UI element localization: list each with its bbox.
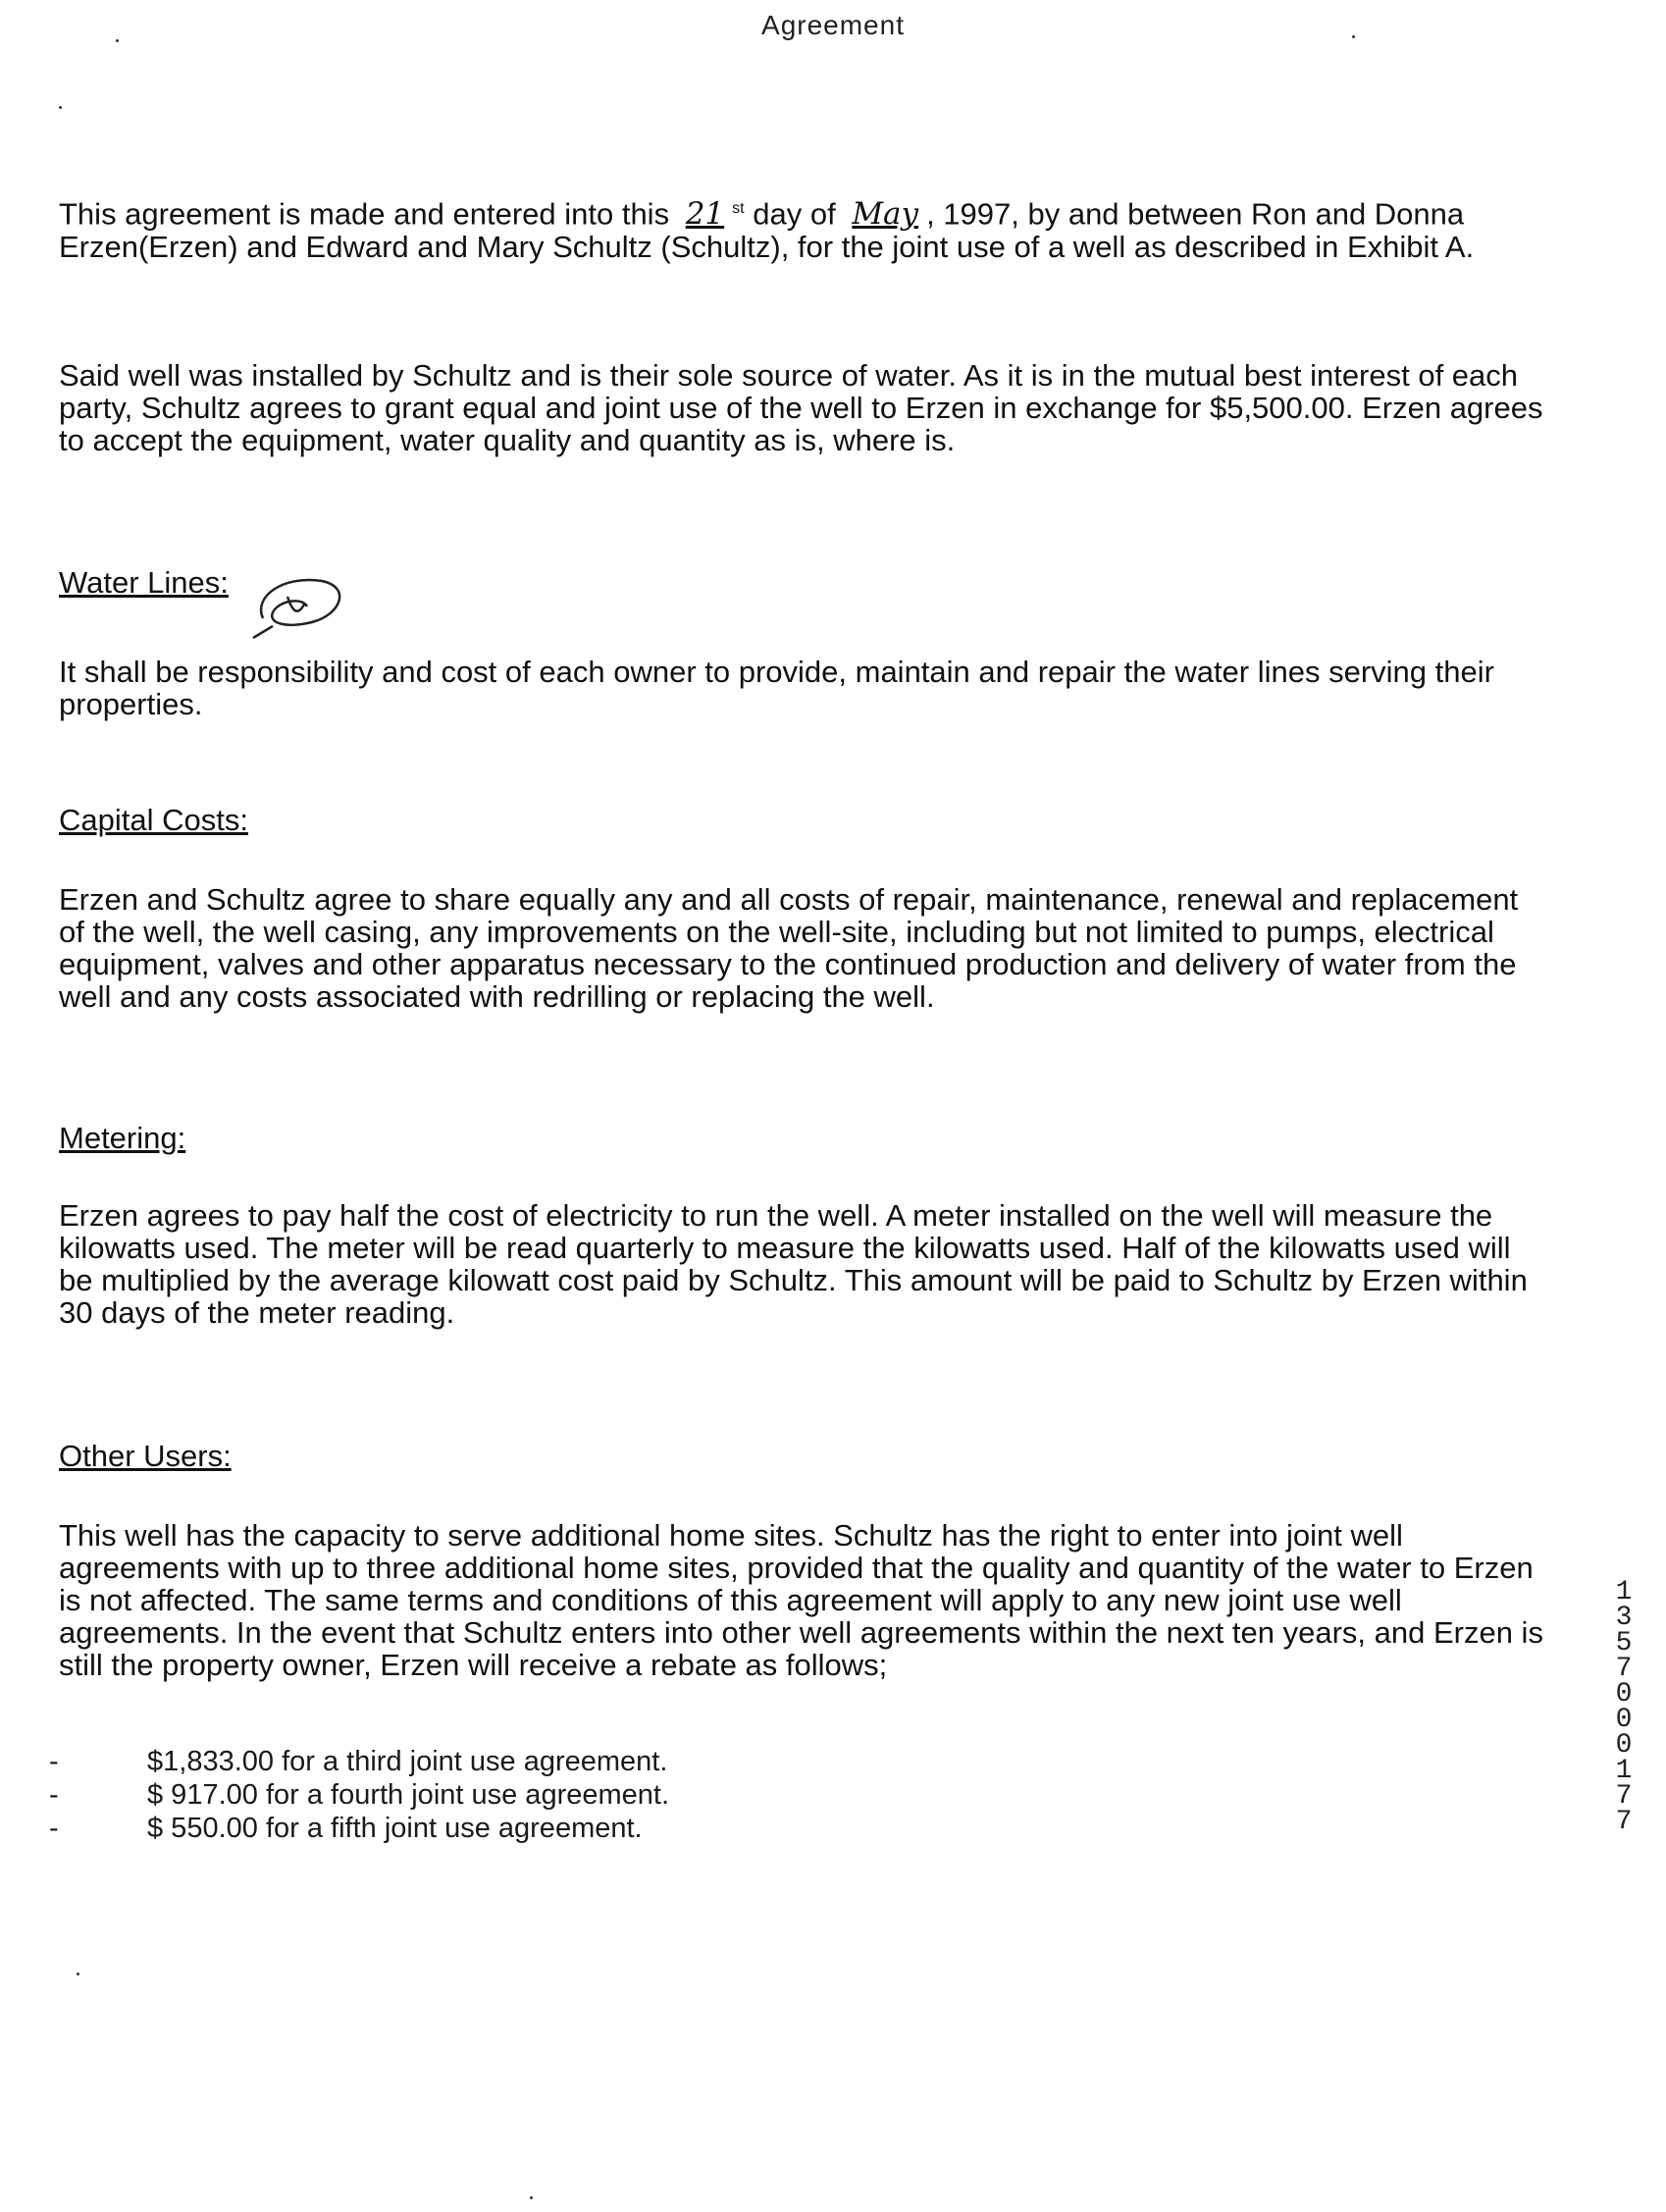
- scan-speck: [116, 39, 119, 42]
- rebate-item: [49, 1812, 669, 1845]
- section-body-capital-costs: Erzen and Schultz agree to share equally any and all costs of repair, maintenance, renewal and replacement of the well, the well casing, any improvements on the well-site, including but not limited to pumps, electrical equipment, valves and other apparatus necessary to the continued production and delivery of water from the well and any costs associated with redrilling or replacing the well.: [59, 882, 1519, 1014]
- rebate-item: [49, 1745, 669, 1778]
- document-header: Agreement: [761, 10, 905, 40]
- stamp-char: 7: [1615, 1654, 1633, 1684]
- section-body-metering: Erzen agrees to pay half the cost of electricity to run the well. A meter installed on the well will measure the kilowatts used. The meter will be read quarterly to measure the kilowatts used. Half of the kilowatts used will be multiplied by the average kilowatt cost paid by Schultz. This amount will be paid to Schultz by Erzen within 30 days of the meter reading.: [59, 1198, 1528, 1330]
- stamp-char: 0: [1615, 1705, 1633, 1735]
- rebate-item: [49, 1778, 669, 1812]
- intro-prefix: This agreement is made and entered into this: [59, 196, 670, 232]
- intro-day: 21: [685, 196, 725, 233]
- bates-stamp: [1609, 1577, 1639, 1837]
- stamp-char: 0: [1615, 1730, 1633, 1761]
- rebate-bullet: -: [49, 1779, 59, 1811]
- initials-signature: [243, 567, 351, 646]
- stamp-char: 7: [1615, 1807, 1633, 1837]
- scan-speck: [530, 2196, 533, 2199]
- section-heading-other-users: Other Users:: [59, 1439, 232, 1473]
- stamp-char: 3: [1615, 1603, 1633, 1633]
- rebate-text: $ 550.00 for a fifth joint use agreement.: [147, 1813, 643, 1844]
- stamp-char: 7: [1615, 1781, 1633, 1812]
- well-paragraph: Said well was installed by Schultz and is their sole source of water. As it is in the mutual best interest of each party, Schultz agrees to grant equal and joint use of the well to Erzen in exchange for $5,500.00. Erzen agrees to accept the equipment, water quality and quantity as is, where is.: [59, 358, 1543, 457]
- stamp-char: 5: [1615, 1628, 1633, 1659]
- rebate-text: $ 917.00 for a fourth joint use agreement.: [147, 1779, 670, 1811]
- section-heading-capital-costs: Capital Costs:: [59, 803, 248, 837]
- section-body-water-lines: It shall be responsibility and cost of each owner to provide, maintain and repair the water lines serving their properties.: [59, 655, 1494, 721]
- stamp-char: 1: [1615, 1577, 1633, 1607]
- rebate-bullet: -: [49, 1746, 59, 1777]
- section-body-other-users: This well has the capacity to serve additional home sites. Schultz has the right to enter into joint well agreements with up to three additional home sites, provided that the quality and quantity of the water to Erzen is not affected. The same terms and conditions of this agreement will apply to any new joint use well agreements. In the event that Schultz enters into other well agreements within the next ten years, and Erzen is still the property owner, Erzen will receive a rebate as follows;: [59, 1518, 1543, 1682]
- intro-paragraph: [59, 192, 1550, 263]
- intro-month: May: [852, 196, 919, 233]
- rebate-text: $1,833.00 for a third joint use agreement.: [147, 1746, 668, 1777]
- section-heading-metering: Metering:: [59, 1121, 186, 1155]
- intro-day-ordinal: st: [732, 200, 745, 217]
- rebate-list: [49, 1745, 669, 1845]
- section-heading-water-lines: Water Lines:: [59, 565, 229, 600]
- scan-speck: [77, 1973, 79, 1975]
- rebate-bullet: -: [49, 1813, 59, 1844]
- scan-speck: [59, 106, 62, 109]
- stamp-char: 1: [1615, 1756, 1633, 1786]
- scan-speck: [1352, 35, 1355, 38]
- intro-day-of: day of: [753, 196, 836, 232]
- intro-rest: , 1997, by and between Ron and Donna Erzen(Erzen) and Edward and Mary Schultz (Schultz), for the joint use of a well as described in Exhibit A.: [59, 196, 1475, 265]
- stamp-char: 0: [1615, 1679, 1633, 1710]
